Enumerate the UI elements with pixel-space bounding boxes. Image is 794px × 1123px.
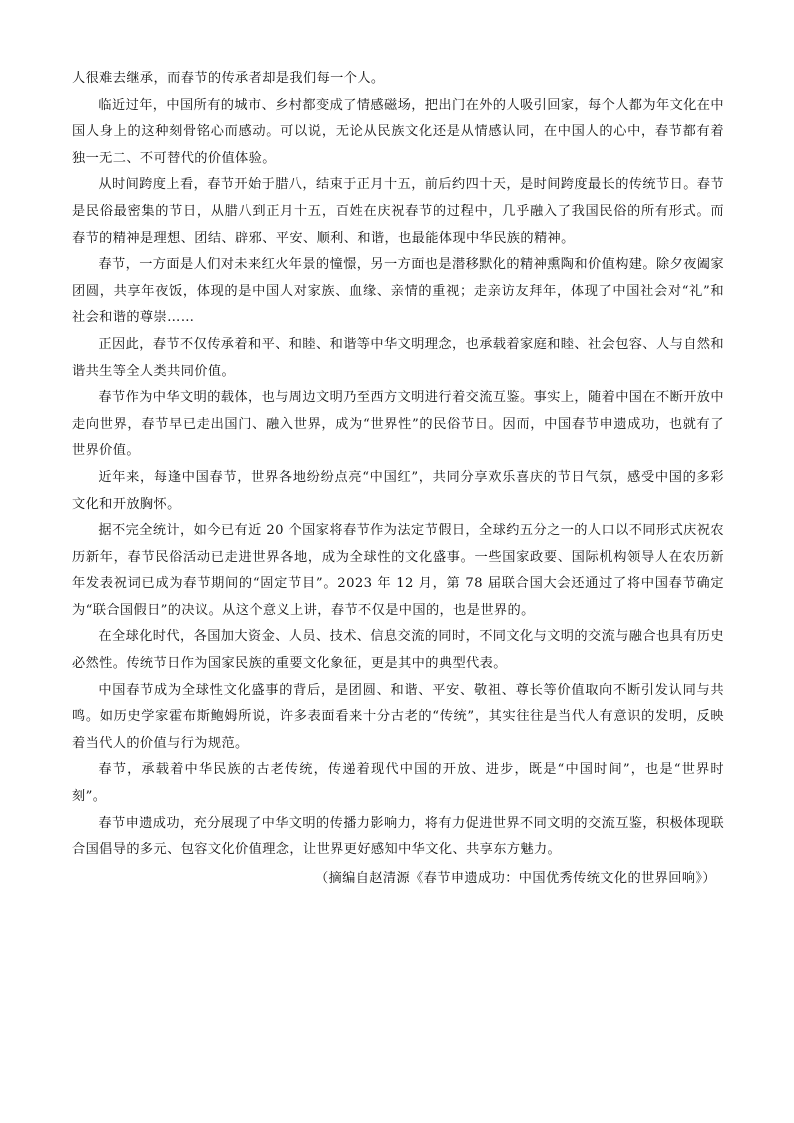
paragraph-10: 中国春节成为全球性文化盛事的背后，是团圆、和谐、平安、敬祖、尊长等价值取向不断引发认同与共鸣。如历史学家霍布斯鲍姆所说，许多表面看来十分古老的“传统”，其实往往是当代人有意识的发明，反映着当代人的价值与行为规范。 bbox=[72, 682, 724, 751]
paragraph-1: 人很难去继承，而春节的传承者却是我们每一个人。 bbox=[72, 71, 385, 86]
paragraph-12: 春节申遗成功，充分展现了中华文明的传播力影响力，将有力促进世界不同文明的交流互鉴，积极体现联合国倡导的多元、包容文化价值理念，让世界更好感知中华文化、共享东方魅力。 bbox=[72, 815, 724, 858]
paragraph-8: 据不完全统计，如今已有近 20 个国家将春节作为法定节假日，全球约五分之一的人口以不同形式庆祝农历新年，春节民俗活动已走进世界各地，成为全球性的文化盛事。一些国家政要、国际机构领导人在农历新年发表祝词已成为春节期间的“固定节目”。2023 年 12 月，第 78 届联合国大会还通过了将中国春节确定为“联合国假日”的决议。从这个意义上讲，春节不仅是中国的，也是世界的。 bbox=[72, 523, 724, 618]
paragraph-3: 从时间跨度上看，春节开始于腊八，结束于正月十五，前后约四十天，是时间跨度最长的传统节日。春节是民俗最密集的节日，从腊八到正月十五，百姓在庆祝春节的过程中，几乎融入了我国民俗的所有形式。而春节的精神是理想、团结、辟邪、平安、顺利、和谐，也最能体现中华民族的精神。 bbox=[72, 177, 724, 246]
article-body bbox=[72, 66, 724, 892]
paragraph-2: 临近过年，中国所有的城市、乡村都变成了情感磁场，把出门在外的人吸引回家，每个人都为年文化在中国人身上的这种刻骨铭心而感动。可以说，无论从民族文化还是从情感认同，在中国人的心中，春节都有着独一无二、不可替代的价值体验。 bbox=[72, 97, 724, 166]
paragraph-11: 春节，承载着中华民族的古老传统，传递着现代中国的开放、进步，既是“中国时间”，也是“世界时刻”。 bbox=[72, 762, 724, 805]
paragraph-7: 近年来，每逢中国春节，世界各地纷纷点亮“中国红”，共同分享欢乐喜庆的节日气氛，感受中国的多彩文化和开放胸怀。 bbox=[72, 469, 724, 512]
source-citation: （摘编自赵清源《春节申遗成功：中国优秀传统文化的世界回响》） bbox=[314, 870, 716, 886]
paragraph-6: 春节作为中华文明的载体，也与周边文明乃至西方文明进行着交流互鉴。事实上，随着中国在不断开放中走向世界，春节早已走出国门、融入世界，成为“世界性”的民俗节日。因而，中国春节申遗成功，也就有了世界价值。 bbox=[72, 390, 724, 459]
paragraph-9: 在全球化时代，各国加大资金、人员、技术、信息交流的同时，不同文化与文明的交流与融合也具有历史必然性。传统节日作为国家民族的重要文化象征，更是其中的典型代表。 bbox=[72, 629, 724, 672]
paragraph-4: 春节，一方面是人们对未来红火年景的憧憬，另一方面也是潜移默化的精神熏陶和价值构建。除夕夜阖家团圆，共享年夜饭，体现的是中国人对家族、血缘、亲情的重视；走亲访友拜年，体现了中国社会对“礼”和社会和谐的尊崇…… bbox=[72, 257, 724, 326]
paragraph-5: 正因此，春节不仅传承着和平、和睦、和谐等中华文明理念，也承载着家庭和睦、社会包容、人与自然和谐共生等全人类共同价值。 bbox=[72, 336, 724, 379]
